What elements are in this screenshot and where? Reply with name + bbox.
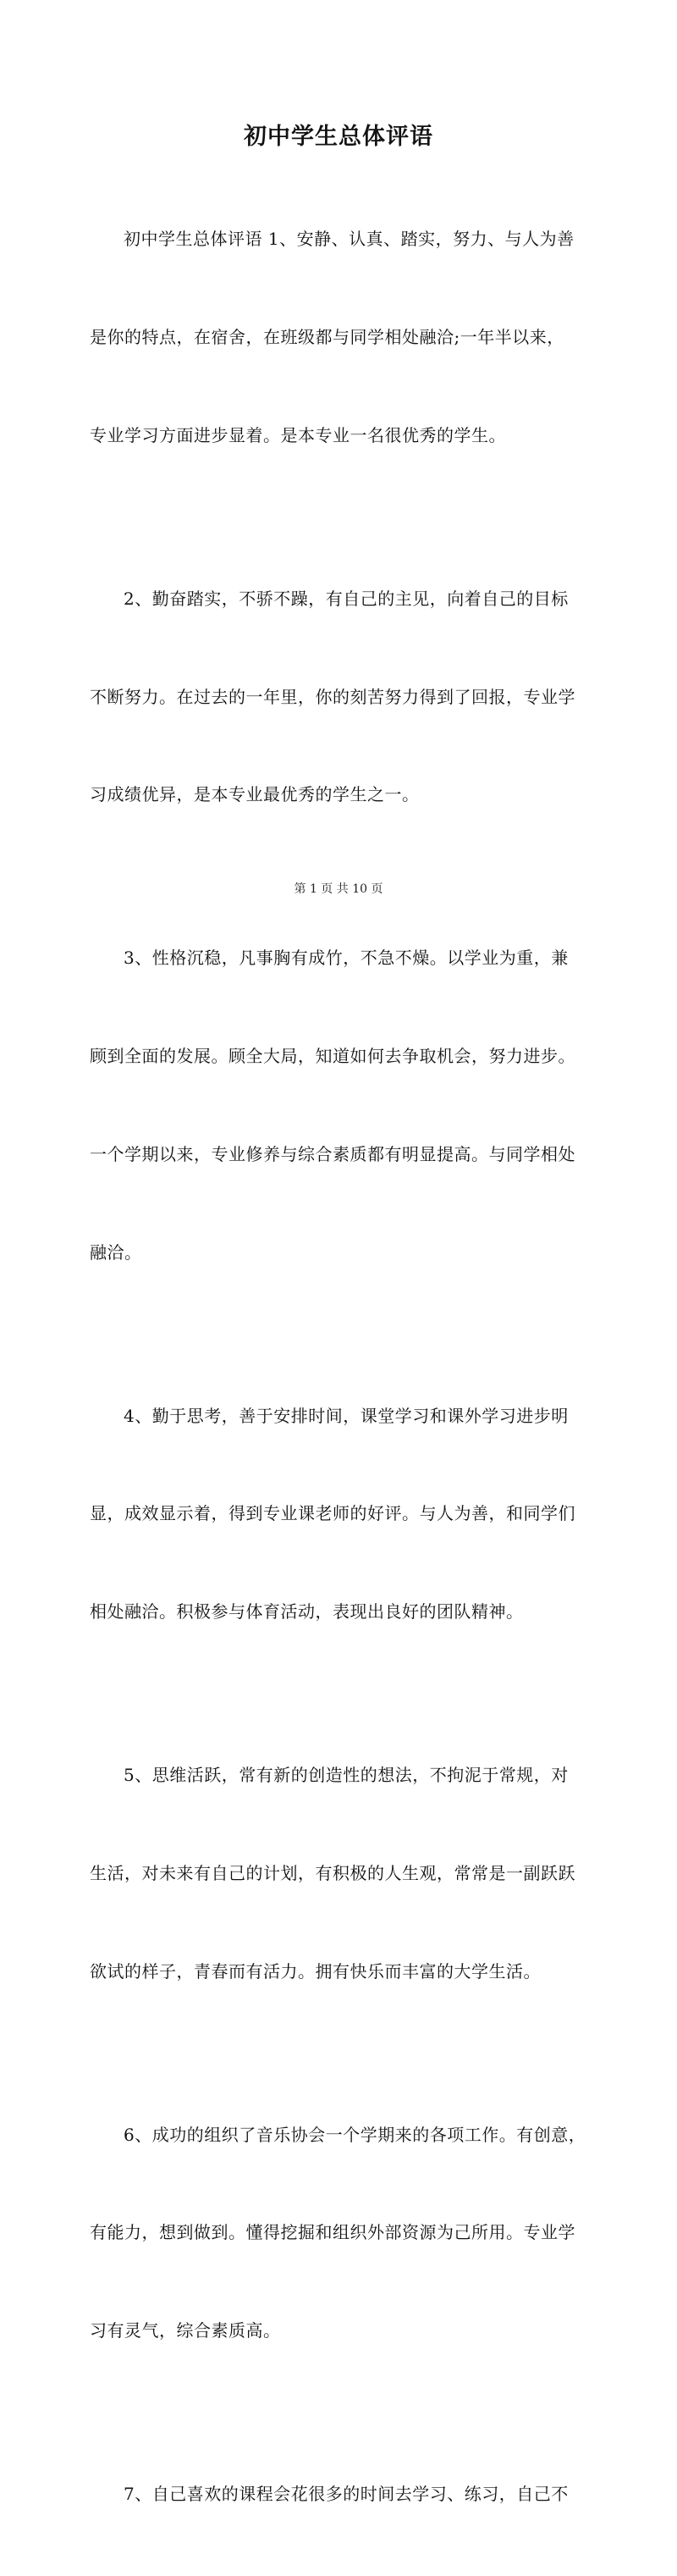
paragraph-line: 有能力，想到做到。懂得挖掘和组织外部资源为己所用。专业学 (90, 2222, 575, 2243)
paragraph-line: 6、成功的组织了音乐协会一个学期来的各项工作。有创意， (124, 2124, 586, 2145)
paragraph-3 (90, 876, 597, 1334)
paragraph-line: 习成绩优异，是本专业最优秀的学生之一。 (90, 784, 420, 805)
paragraph-line: 7、自己喜欢的课程会花很多的时间去学习、练习，自己不 (124, 2484, 569, 2505)
page-footer: 第 1 页 共 10 页 (294, 882, 383, 896)
paragraph-line: 不断努力。在过去的一年里，你的刻苦努力得到了回报，专业学 (90, 686, 575, 707)
paragraph-1 (90, 158, 597, 517)
paragraph-6 (90, 2053, 597, 2413)
paragraph-line: 3、性格沉稳，凡事胸有成竹，不急不燥。以学业为重，兼 (124, 948, 569, 969)
document-body (90, 158, 597, 2576)
paragraph-line: 初中学生总体评语 1、安静、认真、踏实，努力、与人为善 (124, 229, 575, 250)
paragraph-line: 专业学习方面进步显着。是本专业一名很优秀的学生。 (90, 424, 506, 445)
paragraph-line: 5、思维活跃，常有新的创造性的想法，不拘泥于常规，对 (124, 1765, 569, 1786)
paragraph-line: 一个学期以来，专业修养与综合素质都有明显提高。与同学相处 (90, 1143, 575, 1164)
paragraph-line: 2、勤奋踏实，不骄不躁，有自己的主见，向着自己的目标 (124, 588, 569, 609)
paragraph-line: 欲试的样子，青春而有活力。拥有快乐而丰富的大学生活。 (90, 1960, 541, 1982)
paragraph-line: 是你的特点，在宿舍，在班级都与同学相处融洽;一年半以来， (90, 326, 564, 347)
paragraph-2 (90, 517, 597, 877)
paragraph-5 (90, 1694, 597, 2054)
paragraph-line: 相处融洽。积极参与体育活动，表现出良好的团队精神。 (90, 1601, 524, 1622)
page-title: 初中学生总体评语 (244, 124, 433, 150)
paragraph-line: 顾到全面的发展。顾全大局，知道如何去争取机会，努力进步。 (90, 1046, 575, 1067)
paragraph-4 (90, 1334, 597, 1694)
paragraph-line: 习有灵气，综合素质高。 (90, 2320, 281, 2341)
paragraph-line: 显，成效显示着，得到专业课老师的好评。与人为善，和同学们 (90, 1503, 575, 1524)
paragraph-line: 生活，对未来有自己的计划，有积极的人生观，常常是一副跃跃 (90, 1862, 575, 1883)
paragraph-7 (90, 2413, 597, 2576)
paragraph-line: 4、勤于思考，善于安排时间，课堂学习和课外学习进步明 (124, 1405, 569, 1426)
paragraph-line: 融洽。 (90, 1241, 142, 1263)
